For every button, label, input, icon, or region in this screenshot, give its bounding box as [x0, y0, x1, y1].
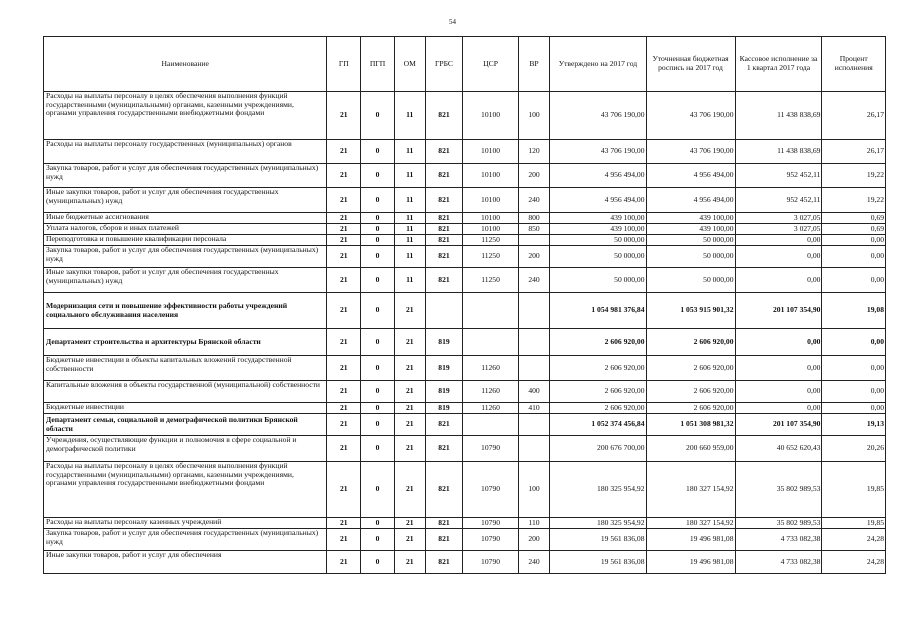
cell-om: 11 [394, 224, 425, 235]
cell-cash: 0,00 [735, 246, 822, 268]
cell-vr [518, 414, 550, 436]
cell-pct: 0,00 [822, 246, 886, 268]
cell-pgp: 0 [361, 140, 395, 164]
col-name: Наименование [44, 37, 327, 92]
cell-name: Расходы на выплаты персоналу в целях обеспечения выполнения функций государственными (муниципальными) органами, казенными учреждениями, органами управления государственными внебюджетными фондами [44, 92, 327, 140]
cell-csr: 10100 [463, 92, 518, 140]
cell-approved: 2 606 920,00 [550, 403, 646, 414]
cell-vr [518, 235, 550, 246]
cell-name: Расходы на выплаты персоналу казенных учреждений [44, 518, 327, 529]
cell-gp: 21 [327, 551, 361, 574]
table-row [44, 329, 886, 356]
cell-pgp: 0 [361, 462, 395, 518]
cell-pct: 0,00 [822, 381, 886, 403]
col-refined: Уточненная бюджетная роспись на 2017 год [646, 37, 735, 92]
cell-vr: 200 [518, 529, 550, 551]
cell-pct: 26,17 [822, 92, 886, 140]
cell-approved: 43 706 190,00 [550, 140, 646, 164]
cell-gp: 21 [327, 235, 361, 246]
cell-name: Уплата налогов, сборов и иных платежей [44, 224, 327, 235]
cell-gp: 21 [327, 403, 361, 414]
table-row [44, 268, 886, 293]
cell-approved: 19 561 836,08 [550, 551, 646, 574]
cell-name: Иные закупки товаров, работ и услуг для обеспечения государственных (муниципальных) нужд [44, 268, 327, 293]
cell-csr: 10790 [463, 551, 518, 574]
cell-pct: 0,00 [822, 403, 886, 414]
cell-refined: 2 606 920,00 [646, 403, 735, 414]
cell-refined: 19 496 981,08 [646, 529, 735, 551]
cell-pct: 0,00 [822, 329, 886, 356]
cell-name: Капитальные вложения в объекты государственной (муниципальной) собственности [44, 381, 327, 403]
cell-name: Бюджетные инвестиции [44, 403, 327, 414]
cell-gp: 21 [327, 329, 361, 356]
cell-om: 11 [394, 140, 425, 164]
col-approved: Утверждено на 2017 год [550, 37, 646, 92]
col-pgp: ПГП [361, 37, 395, 92]
cell-pct: 24,28 [822, 551, 886, 574]
table-row [44, 224, 886, 235]
cell-cash: 0,00 [735, 381, 822, 403]
cell-refined: 180 327 154,92 [646, 518, 735, 529]
cell-approved: 439 100,00 [550, 213, 646, 224]
cell-approved: 2 606 920,00 [550, 381, 646, 403]
cell-grbs: 821 [425, 140, 463, 164]
cell-pgp: 0 [361, 246, 395, 268]
cell-pct: 0,69 [822, 213, 886, 224]
table-row [44, 436, 886, 462]
cell-vr [518, 356, 550, 381]
cell-refined: 4 956 494,00 [646, 188, 735, 213]
cell-vr: 400 [518, 381, 550, 403]
cell-cash: 952 452,11 [735, 188, 822, 213]
cell-om: 21 [394, 414, 425, 436]
cell-cash: 11 438 838,69 [735, 140, 822, 164]
cell-refined: 200 660 959,00 [646, 436, 735, 462]
cell-vr: 240 [518, 268, 550, 293]
cell-refined: 2 606 920,00 [646, 329, 735, 356]
budget-table [43, 36, 886, 574]
cell-cash: 0,00 [735, 403, 822, 414]
cell-cash: 4 733 082,38 [735, 551, 822, 574]
cell-om: 21 [394, 462, 425, 518]
cell-name: Закупка товаров, работ и услуг для обеспечения государственных (муниципальных) нужд [44, 246, 327, 268]
cell-approved: 4 956 494,00 [550, 164, 646, 188]
col-cash: Кассовое исполнение за 1 квартал 2017 года [735, 37, 822, 92]
cell-om: 21 [394, 356, 425, 381]
cell-gp: 21 [327, 188, 361, 213]
cell-csr: 10790 [463, 529, 518, 551]
cell-grbs: 821 [425, 224, 463, 235]
cell-approved: 439 100,00 [550, 224, 646, 235]
cell-csr: 10100 [463, 224, 518, 235]
cell-gp: 21 [327, 268, 361, 293]
cell-name: Расходы на выплаты персоналу в целях обеспечения выполнения функций государственными (муниципальными) органами, казенными учреждениями, органами управления государственными внебюджетными фондами [44, 462, 327, 518]
cell-om: 21 [394, 403, 425, 414]
cell-pgp: 0 [361, 293, 395, 329]
cell-name: Иные бюджетные ассигнования [44, 213, 327, 224]
cell-gp: 21 [327, 436, 361, 462]
cell-name: Расходы на выплаты персоналу государственных (муниципальных) органов [44, 140, 327, 164]
cell-cash: 11 438 838,69 [735, 92, 822, 140]
cell-vr [518, 436, 550, 462]
cell-csr: 10100 [463, 213, 518, 224]
cell-cash: 40 652 620,43 [735, 436, 822, 462]
cell-pgp: 0 [361, 224, 395, 235]
cell-name: Модернизация сети и повышение эффективности работы учреждений социального обслуживания населения [44, 293, 327, 329]
cell-vr: 120 [518, 140, 550, 164]
cell-grbs: 821 [425, 246, 463, 268]
cell-cash: 3 027,05 [735, 213, 822, 224]
cell-grbs: 821 [425, 92, 463, 140]
cell-csr [463, 414, 518, 436]
col-grbs: ГРБС [425, 37, 463, 92]
cell-om: 11 [394, 246, 425, 268]
cell-refined: 19 496 981,08 [646, 551, 735, 574]
cell-pct: 19,85 [822, 518, 886, 529]
table-row [44, 403, 886, 414]
cell-grbs: 821 [425, 268, 463, 293]
cell-csr: 11260 [463, 381, 518, 403]
cell-grbs: 821 [425, 213, 463, 224]
cell-grbs: 821 [425, 188, 463, 213]
cell-csr: 11250 [463, 246, 518, 268]
cell-vr: 850 [518, 224, 550, 235]
cell-grbs: 821 [425, 164, 463, 188]
cell-refined: 43 706 190,00 [646, 140, 735, 164]
cell-vr [518, 293, 550, 329]
cell-csr: 10790 [463, 462, 518, 518]
cell-approved: 50 000,00 [550, 246, 646, 268]
cell-cash: 0,00 [735, 235, 822, 246]
cell-grbs: 821 [425, 518, 463, 529]
cell-refined: 4 956 494,00 [646, 164, 735, 188]
cell-om: 21 [394, 436, 425, 462]
cell-approved: 200 676 700,00 [550, 436, 646, 462]
cell-csr: 11260 [463, 403, 518, 414]
cell-name: Иные закупки товаров, работ и услуг для обеспечения [44, 551, 327, 574]
cell-vr: 800 [518, 213, 550, 224]
table-row [44, 518, 886, 529]
cell-refined: 439 100,00 [646, 224, 735, 235]
cell-name: Департамент строительства и архитектуры Брянской области [44, 329, 327, 356]
cell-refined: 2 606 920,00 [646, 356, 735, 381]
cell-approved: 4 956 494,00 [550, 188, 646, 213]
cell-approved: 50 000,00 [550, 268, 646, 293]
cell-refined: 1 051 308 981,32 [646, 414, 735, 436]
cell-pct: 19,85 [822, 462, 886, 518]
cell-pct: 0,00 [822, 268, 886, 293]
cell-gp: 21 [327, 164, 361, 188]
cell-refined: 1 053 915 901,32 [646, 293, 735, 329]
cell-pct: 20,26 [822, 436, 886, 462]
cell-vr: 410 [518, 403, 550, 414]
cell-gp: 21 [327, 213, 361, 224]
table-row [44, 414, 886, 436]
cell-pct: 26,17 [822, 140, 886, 164]
cell-csr [463, 329, 518, 356]
cell-om: 21 [394, 381, 425, 403]
cell-refined: 50 000,00 [646, 235, 735, 246]
table-row [44, 462, 886, 518]
cell-pgp: 0 [361, 403, 395, 414]
cell-cash: 35 802 989,53 [735, 462, 822, 518]
cell-pct: 19,08 [822, 293, 886, 329]
cell-name: Департамент семьи, социальной и демографической политики Брянской области [44, 414, 327, 436]
cell-vr: 110 [518, 518, 550, 529]
cell-vr: 200 [518, 164, 550, 188]
cell-csr: 11250 [463, 235, 518, 246]
cell-approved: 1 052 374 456,84 [550, 414, 646, 436]
cell-csr: 11260 [463, 356, 518, 381]
cell-om: 21 [394, 329, 425, 356]
cell-pgp: 0 [361, 92, 395, 140]
cell-csr: 10790 [463, 436, 518, 462]
col-vr: ВР [518, 37, 550, 92]
cell-pgp: 0 [361, 551, 395, 574]
cell-pct: 24,28 [822, 529, 886, 551]
cell-pct: 19,13 [822, 414, 886, 436]
cell-pgp: 0 [361, 164, 395, 188]
cell-gp: 21 [327, 140, 361, 164]
col-om: ОМ [394, 37, 425, 92]
cell-csr: 11250 [463, 268, 518, 293]
cell-grbs: 821 [425, 235, 463, 246]
cell-pgp: 0 [361, 518, 395, 529]
cell-om: 21 [394, 518, 425, 529]
cell-grbs: 819 [425, 329, 463, 356]
cell-grbs: 821 [425, 551, 463, 574]
cell-refined: 50 000,00 [646, 268, 735, 293]
cell-approved: 43 706 190,00 [550, 92, 646, 140]
page-number: 54 [449, 18, 456, 26]
cell-pgp: 0 [361, 356, 395, 381]
cell-csr: 10100 [463, 188, 518, 213]
cell-gp: 21 [327, 246, 361, 268]
cell-om: 11 [394, 268, 425, 293]
cell-refined: 2 606 920,00 [646, 381, 735, 403]
cell-grbs: 819 [425, 356, 463, 381]
cell-pct: 19,22 [822, 164, 886, 188]
table-row [44, 356, 886, 381]
cell-vr: 100 [518, 462, 550, 518]
cell-pgp: 0 [361, 329, 395, 356]
cell-pgp: 0 [361, 381, 395, 403]
cell-approved: 19 561 836,08 [550, 529, 646, 551]
cell-pct: 0,00 [822, 235, 886, 246]
cell-refined: 43 706 190,00 [646, 92, 735, 140]
table-row [44, 381, 886, 403]
cell-pct: 0,00 [822, 356, 886, 381]
cell-approved: 50 000,00 [550, 235, 646, 246]
cell-name: Закупка товаров, работ и услуг для обеспечения государственных (муниципальных) нужд [44, 164, 327, 188]
cell-grbs: 821 [425, 529, 463, 551]
cell-grbs [425, 293, 463, 329]
cell-csr: 10100 [463, 140, 518, 164]
cell-gp: 21 [327, 356, 361, 381]
table-row [44, 293, 886, 329]
cell-om: 11 [394, 164, 425, 188]
cell-approved: 180 325 954,92 [550, 518, 646, 529]
cell-om: 21 [394, 551, 425, 574]
cell-gp: 21 [327, 381, 361, 403]
table-row [44, 188, 886, 213]
cell-cash: 201 107 354,90 [735, 293, 822, 329]
table-row [44, 235, 886, 246]
cell-cash: 3 027,05 [735, 224, 822, 235]
table-row [44, 213, 886, 224]
cell-approved: 2 606 920,00 [550, 329, 646, 356]
cell-pct: 19,22 [822, 188, 886, 213]
cell-cash: 35 802 989,53 [735, 518, 822, 529]
cell-refined: 50 000,00 [646, 246, 735, 268]
cell-vr: 100 [518, 92, 550, 140]
cell-csr: 10790 [463, 518, 518, 529]
cell-name: Закупка товаров, работ и услуг для обеспечения государственных (муниципальных) нужд [44, 529, 327, 551]
table-row [44, 551, 886, 574]
cell-approved: 2 606 920,00 [550, 356, 646, 381]
cell-gp: 21 [327, 462, 361, 518]
table-row [44, 164, 886, 188]
cell-om: 11 [394, 92, 425, 140]
cell-approved: 180 325 954,92 [550, 462, 646, 518]
cell-gp: 21 [327, 529, 361, 551]
cell-om: 11 [394, 188, 425, 213]
cell-grbs: 821 [425, 462, 463, 518]
cell-vr [518, 329, 550, 356]
cell-vr: 200 [518, 246, 550, 268]
cell-vr: 240 [518, 188, 550, 213]
cell-name: Учреждения, осуществляющие функции и полномочия в сфере социальной и демографической политики [44, 436, 327, 462]
cell-pgp: 0 [361, 235, 395, 246]
cell-gp: 21 [327, 224, 361, 235]
cell-cash: 4 733 082,38 [735, 529, 822, 551]
cell-name: Иные закупки товаров, работ и услуг для обеспечения государственных (муниципальных) нужд [44, 188, 327, 213]
cell-vr: 240 [518, 551, 550, 574]
table-row [44, 529, 886, 551]
cell-csr [463, 293, 518, 329]
cell-pgp: 0 [361, 213, 395, 224]
cell-cash: 0,00 [735, 356, 822, 381]
cell-pgp: 0 [361, 268, 395, 293]
cell-pgp: 0 [361, 414, 395, 436]
cell-name: Переподготовка и повышение квалификации персонала [44, 235, 327, 246]
cell-cash: 0,00 [735, 268, 822, 293]
cell-grbs: 821 [425, 436, 463, 462]
col-gp: ГП [327, 37, 361, 92]
cell-gp: 21 [327, 293, 361, 329]
cell-om: 21 [394, 529, 425, 551]
col-percent: Процент исполнения [822, 37, 886, 92]
cell-pct: 0,69 [822, 224, 886, 235]
cell-refined: 439 100,00 [646, 213, 735, 224]
table-row [44, 140, 886, 164]
cell-csr: 10100 [463, 164, 518, 188]
col-csr: ЦСР [463, 37, 518, 92]
cell-gp: 21 [327, 518, 361, 529]
cell-pgp: 0 [361, 529, 395, 551]
cell-cash: 0,00 [735, 329, 822, 356]
cell-grbs: 821 [425, 414, 463, 436]
cell-cash: 952 452,11 [735, 164, 822, 188]
cell-approved: 1 054 981 376,84 [550, 293, 646, 329]
cell-gp: 21 [327, 92, 361, 140]
cell-pgp: 0 [361, 436, 395, 462]
cell-om: 11 [394, 235, 425, 246]
cell-om: 21 [394, 293, 425, 329]
table-row [44, 246, 886, 268]
table-row [44, 92, 886, 140]
cell-grbs: 819 [425, 381, 463, 403]
cell-name: Бюджетные инвестиции в объекты капитальных вложений государственной собственности [44, 356, 327, 381]
header-row [44, 37, 886, 92]
cell-gp: 21 [327, 414, 361, 436]
cell-cash: 201 107 354,90 [735, 414, 822, 436]
cell-refined: 180 327 154,92 [646, 462, 735, 518]
cell-pgp: 0 [361, 188, 395, 213]
cell-grbs: 819 [425, 403, 463, 414]
cell-om: 11 [394, 213, 425, 224]
